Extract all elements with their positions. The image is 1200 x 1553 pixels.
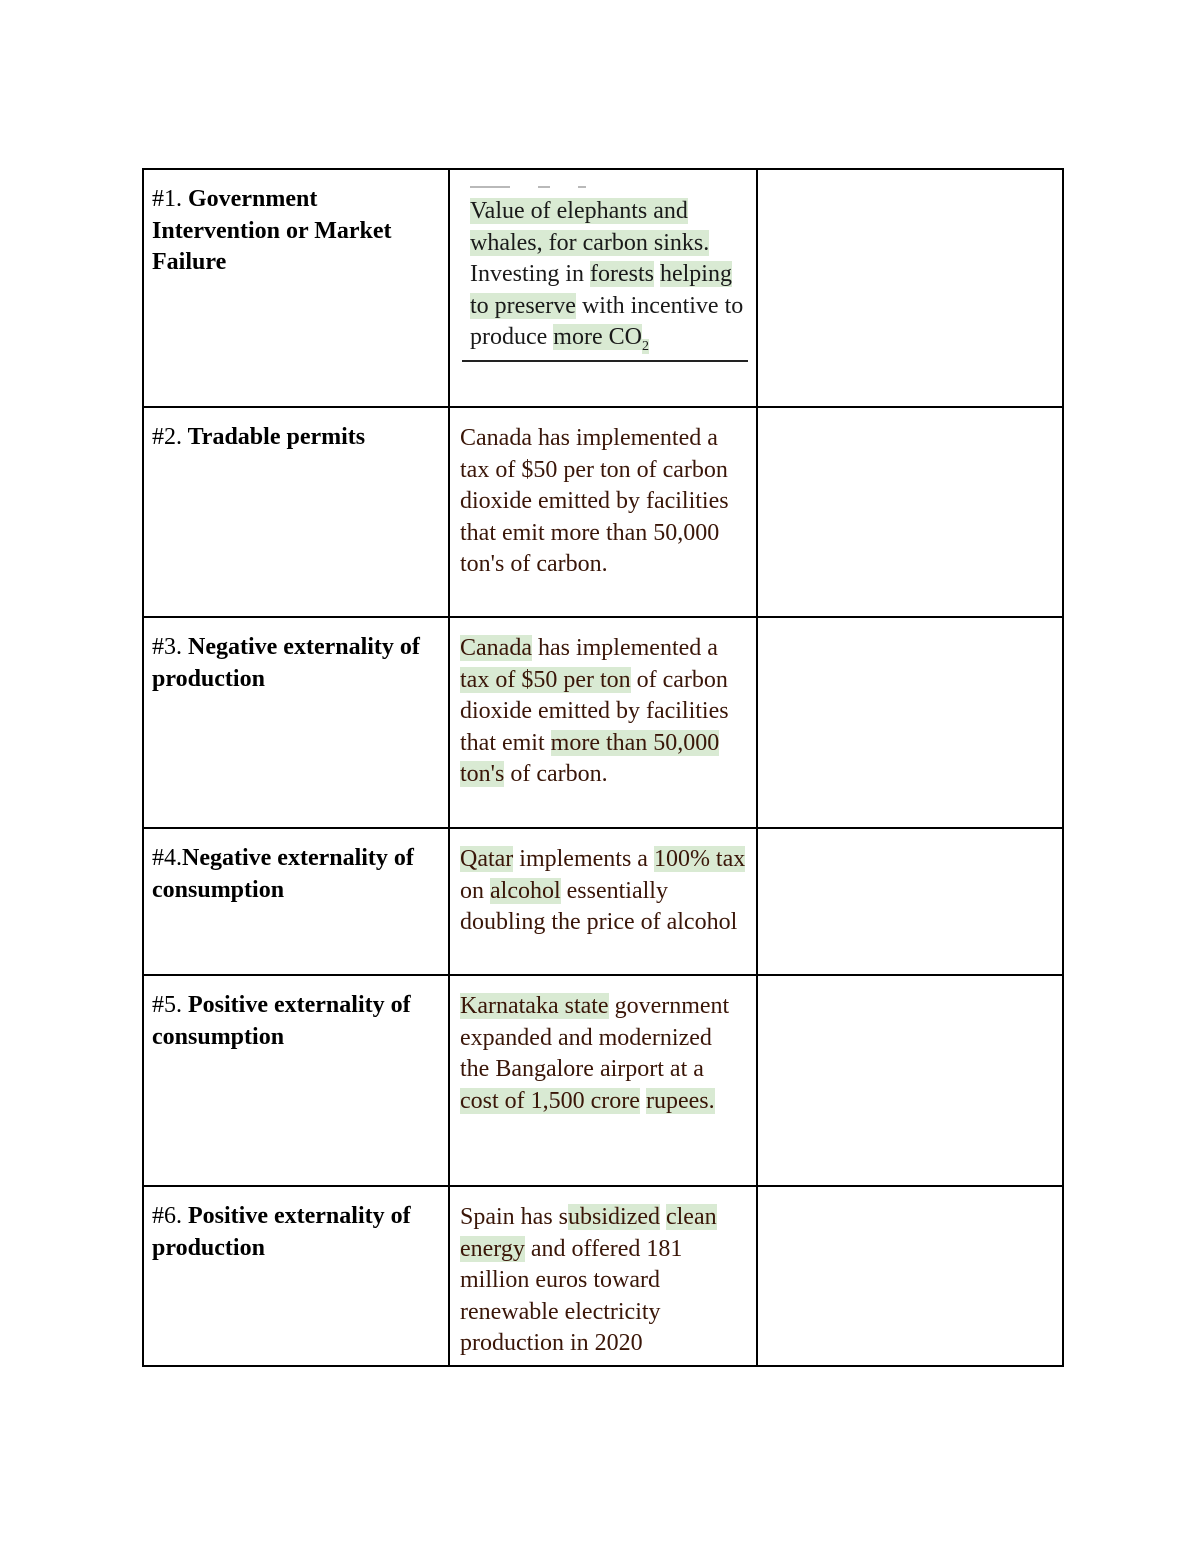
underline-rule	[462, 360, 748, 362]
empty-cell	[757, 169, 1063, 407]
highlighted-text: Canada	[460, 635, 532, 661]
example-text	[450, 1187, 756, 1360]
highlighted-text: ubsidized	[568, 1204, 660, 1230]
table-row	[143, 975, 1063, 1186]
label-cell	[143, 169, 449, 407]
highlighted-text: rupees.	[645, 1087, 715, 1114]
highlighted-text: alcohol	[490, 877, 561, 904]
row-label	[144, 829, 448, 906]
row-title: Negative externality of consumption	[152, 845, 414, 903]
label-cell	[143, 975, 449, 1186]
table-row	[143, 617, 1063, 828]
row-label	[144, 408, 448, 454]
example-runs	[460, 991, 746, 1117]
highlighted-text: more CO	[553, 324, 642, 350]
example-cell	[449, 1186, 757, 1366]
highlighted-text: Value of elephants and	[470, 198, 688, 224]
example-runs	[470, 196, 744, 354]
example-runs	[460, 633, 746, 791]
highlighted-text: more than 50,000 ton's	[460, 729, 720, 787]
row-number: #5.	[152, 992, 182, 1018]
row-title: Tradable permits	[187, 424, 366, 450]
highlighted-text: helping to preserve	[470, 261, 732, 319]
label-cell	[143, 407, 449, 617]
example-text-run: and offered 181 million euros toward renewable electricity production in 2020	[460, 1235, 683, 1356]
empty-cell	[757, 975, 1063, 1186]
highlighted-text: 2	[641, 338, 649, 354]
row-number: #1.	[152, 186, 182, 212]
example-runs	[460, 844, 746, 939]
row-title: Negative externality of production	[152, 634, 420, 692]
example-runs	[460, 1202, 746, 1360]
row-number: #3.	[152, 634, 182, 660]
row-label	[144, 1187, 448, 1264]
table-row	[143, 169, 1063, 407]
example-cell	[449, 617, 757, 828]
label-cell	[143, 828, 449, 975]
example-text-run: government expanded and modernized the Bangalore airport at a	[460, 993, 730, 1082]
row-number: #4.	[152, 845, 182, 871]
example-text-run: with incentive to produce	[470, 292, 744, 350]
example-text	[450, 618, 756, 791]
highlighted-text: cost of 1,500 crore	[460, 1087, 640, 1114]
row-number: #6.	[152, 1203, 182, 1229]
row-number: #2.	[152, 424, 182, 450]
highlighted-text: forests	[590, 261, 654, 287]
example-text	[450, 829, 756, 939]
example-text-run: Spain has s	[460, 1204, 568, 1230]
empty-cell	[757, 1186, 1063, 1366]
row-label	[144, 618, 448, 695]
row-label	[144, 976, 448, 1053]
row-title: Government Intervention or Market Failure	[152, 186, 392, 275]
row-title: Positive externality of production	[152, 1203, 411, 1261]
table-row	[143, 828, 1063, 975]
example-cell	[449, 828, 757, 975]
example-text-run: of carbon.	[504, 761, 608, 787]
highlighted-text: Karnataka state	[460, 993, 609, 1019]
highlighted-text: Qatar	[460, 846, 514, 872]
example-runs	[460, 423, 746, 581]
example-text-run: has implemented a	[531, 635, 718, 661]
empty-cell	[757, 407, 1063, 617]
example-text	[450, 408, 756, 581]
example-text-run: of carbon dioxide emitted by facilities that emit	[460, 666, 729, 756]
highlighted-text: clean energy	[460, 1204, 717, 1262]
empty-cell	[757, 828, 1063, 975]
clipped-text-fragment	[470, 186, 744, 196]
example-text	[450, 976, 756, 1117]
example-cell	[449, 407, 757, 617]
example-text	[450, 170, 756, 362]
example-text-run: Canada has implemented a tax of $50 per ton of carbon dioxide emitted by facilities that emit more than 50,000 ton's of carbon.	[460, 425, 729, 577]
highlighted-text: whales, for carbon sinks.	[470, 229, 710, 256]
example-text-run: Investing in	[470, 261, 590, 287]
table-row	[143, 407, 1063, 617]
label-cell	[143, 1186, 449, 1366]
row-title: Positive externality of consumption	[152, 992, 411, 1050]
example-text-run: essentially doubling the price of alcohol	[460, 877, 738, 935]
example-cell	[449, 975, 757, 1186]
label-cell	[143, 617, 449, 828]
example-text-run: on	[460, 877, 490, 904]
example-cell	[449, 169, 757, 407]
row-label	[144, 170, 448, 279]
highlighted-text: tax of $50 per ton	[460, 666, 631, 693]
comparison-table	[142, 168, 1064, 1367]
empty-cell	[757, 617, 1063, 828]
highlighted-text: 100% tax	[653, 846, 746, 872]
example-text-run: implements a	[513, 846, 654, 872]
table-row	[143, 1186, 1063, 1366]
